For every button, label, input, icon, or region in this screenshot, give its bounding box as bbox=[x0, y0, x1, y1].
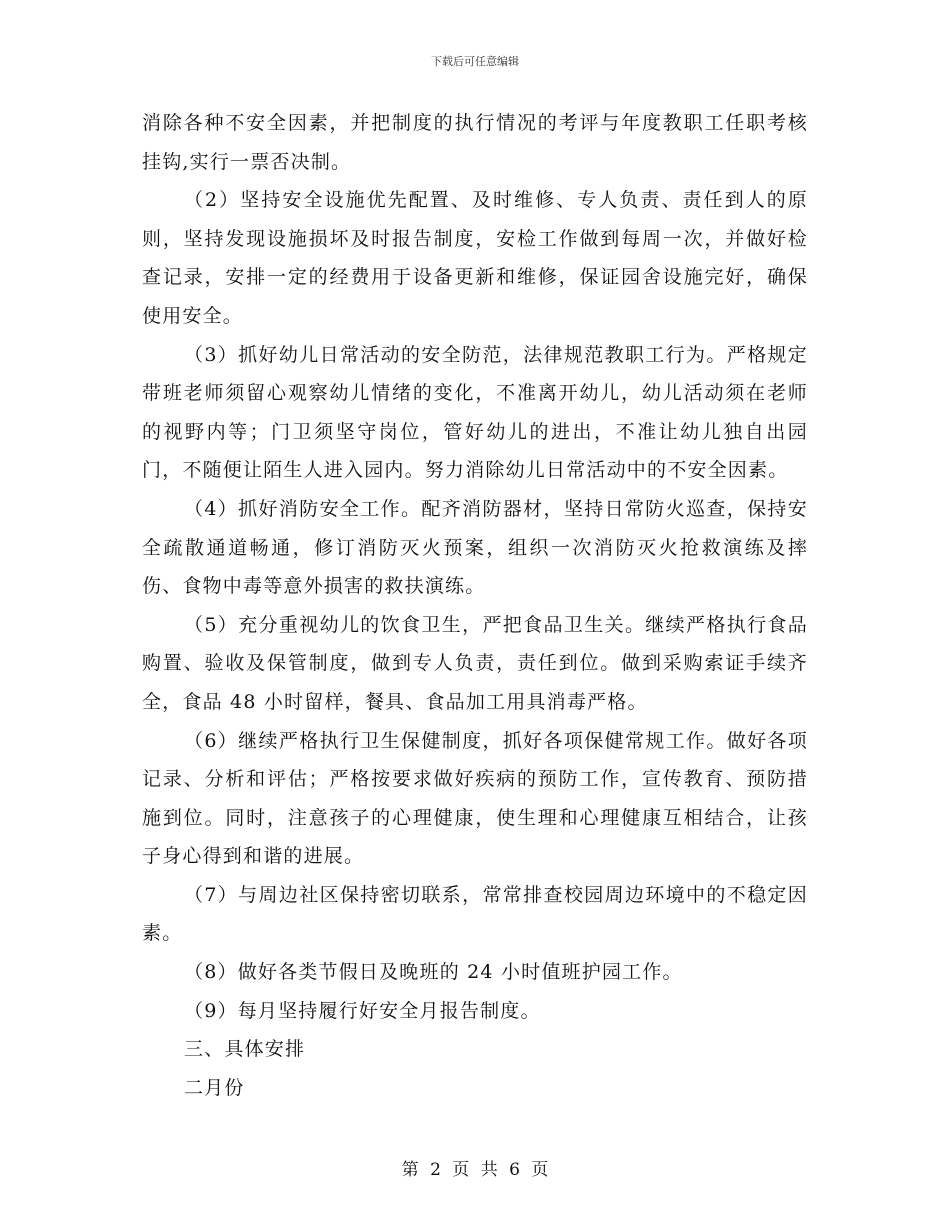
page-number: 第 2 页 共 6 页 bbox=[401, 1160, 549, 1180]
paragraph-5: （5）充分重视幼儿的饮食卫生，严把食品卫生关。继续严格执行食品购置、验收及保管制度，做到专人负责，责任到位。做到采购索证手续齐全，食品 48 小时留样，餐具、食品加工用具消毒严格。 bbox=[142, 613, 808, 713]
paragraph-6: （6）继续严格执行卫生保健制度，抓好各项保健常规工作。做好各项记录、分析和评估；严格按要求做好疾病的预防工作，宣传教育、预防措施到位。同时，注意孩子的心理健康，使生理和心理健康互相结合，让孩子身心得到和谐的进展。 bbox=[142, 729, 808, 868]
document-body bbox=[142, 104, 808, 1107]
page-header: 下载后可任意编辑 bbox=[431, 55, 519, 68]
paragraph-7: （7）与周边社区保持密切联系，常常排查校园周边环境中的不稳定因素。 bbox=[142, 883, 808, 945]
section-heading: 三、具体安排 bbox=[184, 1038, 306, 1061]
paragraph-8: （8）做好各类节假日及晚班的 24 小时值班护园工作。 bbox=[184, 961, 683, 984]
month-heading: 二月份 bbox=[184, 1076, 245, 1099]
paragraph-1: 消除各种不安全因素，并把制度的执行情况的考评与年度教职工任职考核挂钩,实行一票否决制。 bbox=[142, 112, 808, 173]
paragraph-3: （3）抓好幼儿日常活动的安全防范，法律规范教职工行为。严格规定带班老师须留心观察幼儿情绪的变化，不准离开幼儿，幼儿活动须在老师的视野内等；门卫须坚守岗位，管好幼儿的进出，不准让幼儿独自出园门，不随便让陌生人进入园内。努力消除幼儿日常活动中的不安全因素。 bbox=[142, 343, 808, 482]
paragraph-4: （4）抓好消防安全工作。配齐消防器材，坚持日常防火巡查，保持安全疏散通道畅通，修订消防灭火预案，组织一次消防灭火抢救演练及摔伤、食物中毒等意外损害的救扶演练。 bbox=[142, 497, 808, 598]
paragraph-9: （9）每月坚持履行好安全月报告制度。 bbox=[184, 999, 541, 1022]
paragraph-2: （2）坚持安全设施优先配置、及时维修、专人负责、责任到人的原则，坚持发现设施损坏及时报告制度，安检工作做到每周一次，并做好检查记录，安排一定的经费用于设备更新和维修，保证园舍设施完好，确保使用安全。 bbox=[142, 189, 808, 327]
